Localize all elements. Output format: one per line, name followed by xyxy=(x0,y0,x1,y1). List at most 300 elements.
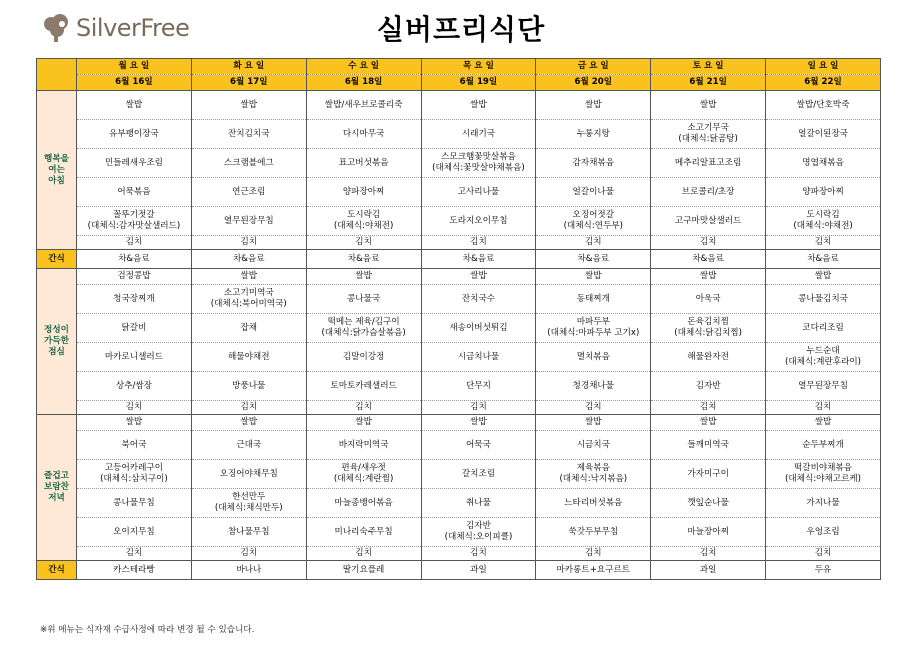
dish-name: 명엽채볶음 xyxy=(802,157,844,168)
dish-name: 방풍나물 xyxy=(232,380,266,391)
menu-cell xyxy=(766,431,881,460)
menu-row xyxy=(37,91,881,120)
menu-cell xyxy=(766,236,881,250)
dish-name: 쌀밥 xyxy=(125,417,143,427)
snack-cell: 차&음료 xyxy=(421,250,536,269)
dish-name: 김치 xyxy=(699,237,717,247)
menu-row xyxy=(37,415,881,431)
dish-substitute: (대체식:감자맛살샐러드) xyxy=(87,221,181,231)
snack-label: 간식 xyxy=(37,561,77,580)
dish-name: 스모크햄꽃맛살볶음 xyxy=(441,152,516,162)
dish-name: 깻잎순나물 xyxy=(687,497,729,508)
dish-name: 김치 xyxy=(125,237,143,247)
dish-name: 김자반 xyxy=(466,521,491,531)
dish-name: 편육/새우젓 xyxy=(341,463,386,473)
menu-cell xyxy=(306,314,421,343)
menu-cell xyxy=(651,415,766,431)
menu-row xyxy=(37,460,881,489)
page-title: 실버프리식단 xyxy=(376,13,546,46)
dish-name: 쌀밥 xyxy=(125,99,143,110)
menu-cell xyxy=(536,547,651,561)
menu-row xyxy=(37,236,881,250)
menu-cell xyxy=(766,343,881,372)
meal-label-line: 저녁 xyxy=(48,493,65,503)
dish-name: 김치 xyxy=(355,237,372,247)
dish-name: 멸치볶음 xyxy=(576,351,610,362)
menu-cell xyxy=(536,343,651,372)
day-name-header: 화 요 일 xyxy=(191,59,306,75)
dish-name: 콩나물무침 xyxy=(113,497,155,508)
dish-name: 쌀밥 xyxy=(240,99,258,110)
menu-cell xyxy=(306,372,421,401)
menu-cell xyxy=(651,547,766,561)
dish-name: 쌀밥/새우브로콜리죽 xyxy=(324,99,403,110)
menu-cell xyxy=(77,401,192,415)
dish-name: 순두부찌개 xyxy=(802,439,844,450)
dish-name: 돈육김치찜 xyxy=(687,317,729,327)
dish-substitute: (대체식:꽃맛살야채볶음) xyxy=(432,163,525,173)
dish-name: 도시락김 xyxy=(347,210,381,220)
dish-name: 김말이강정 xyxy=(342,351,385,362)
dish-name: 쌀밥 xyxy=(814,271,832,281)
dish-name: 김치 xyxy=(470,237,487,247)
dish-name: 잔치김치국 xyxy=(228,128,270,139)
dish-name: 들깨미역국 xyxy=(687,439,729,450)
dish-name: 쌀밥 xyxy=(470,99,487,110)
dish-name: 김치 xyxy=(355,402,372,412)
menu-cell xyxy=(306,431,421,460)
menu-cell xyxy=(651,314,766,343)
menu-cell xyxy=(766,372,881,401)
menu-cell xyxy=(651,269,766,285)
dish-name: 표고버섯볶음 xyxy=(338,157,389,168)
menu-cell xyxy=(536,120,651,149)
dish-name: 코다리조림 xyxy=(802,322,844,333)
menu-cell xyxy=(651,120,766,149)
snack-cell: 차&음료 xyxy=(77,250,192,269)
menu-cell xyxy=(766,120,881,149)
dish-name: 쌀밥 xyxy=(470,417,487,427)
menu-cell xyxy=(766,314,881,343)
dish-name: 쌀밥 xyxy=(240,271,258,281)
day-name-header: 일 요 일 xyxy=(766,59,881,75)
menu-cell xyxy=(766,547,881,561)
dish-name: 김자반 xyxy=(695,380,721,391)
meal-label-line: 점심 xyxy=(48,347,65,357)
menu-cell xyxy=(536,489,651,518)
menu-cell xyxy=(77,149,192,178)
day-name-header: 수 요 일 xyxy=(306,59,421,75)
meal-label-line: 여는 xyxy=(48,164,65,175)
dish-name: 김치 xyxy=(355,548,372,558)
dish-name: 마카로니샐러드 xyxy=(104,351,163,362)
menu-cell xyxy=(536,149,651,178)
menu-cell xyxy=(306,149,421,178)
dish-substitute: (대체식:닭곰탕) xyxy=(678,134,738,144)
snack-label: 간식 xyxy=(37,250,77,269)
meal-label xyxy=(37,269,77,415)
menu-cell xyxy=(651,431,766,460)
menu-cell xyxy=(766,518,881,547)
menu-row xyxy=(37,120,881,149)
dish-name: 떡갈비야채볶음 xyxy=(793,463,853,473)
menu-cell xyxy=(77,489,192,518)
dish-name: 쌀밥 xyxy=(355,417,372,427)
menu-row xyxy=(37,431,881,460)
dish-name: 연근조림 xyxy=(232,186,266,197)
menu-cell xyxy=(191,120,306,149)
dish-name: 아욱국 xyxy=(695,293,721,304)
menu-cell xyxy=(651,149,766,178)
menu-cell xyxy=(306,91,421,120)
menu-cell xyxy=(77,91,192,120)
menu-row xyxy=(37,489,881,518)
menu-cell xyxy=(651,372,766,401)
dish-substitute: (대체식:연두부) xyxy=(563,221,623,231)
dish-name: 제육볶음 xyxy=(576,463,610,473)
dish-name: 오징어젓갈 xyxy=(572,210,615,220)
dish-name: 새송이버섯튀김 xyxy=(449,322,508,333)
dish-name: 고등어카레구이 xyxy=(104,463,163,473)
dish-name: 얼갈이된장국 xyxy=(798,128,848,139)
dish-name: 감자채볶음 xyxy=(572,157,615,168)
dish-name: 소고기미역국 xyxy=(223,288,274,298)
dish-name: 쌀밥 xyxy=(584,271,602,281)
menu-cell xyxy=(191,431,306,460)
menu-row xyxy=(37,343,881,372)
menu-cell xyxy=(306,236,421,250)
menu-row xyxy=(37,149,881,178)
dish-name: 열무된장무침 xyxy=(223,215,274,226)
menu-cell xyxy=(77,547,192,561)
menu-cell xyxy=(421,314,536,343)
day-name-header: 토 요 일 xyxy=(651,59,766,75)
dish-name: 쌀밥 xyxy=(470,271,487,281)
dish-name: 김치 xyxy=(470,548,487,558)
menu-cell xyxy=(536,314,651,343)
menu-row xyxy=(37,207,881,236)
menu-cell xyxy=(191,547,306,561)
dish-substitute: (대체식:야채전) xyxy=(333,221,394,231)
menu-cell xyxy=(651,178,766,207)
menu-cell xyxy=(191,285,306,314)
dish-name: 쌀밥/단호박죽 xyxy=(796,99,850,110)
menu-cell xyxy=(77,236,192,250)
menu-cell xyxy=(77,285,192,314)
dish-name: 가지나물 xyxy=(806,497,840,508)
dish-name: 콩나물김치국 xyxy=(798,293,848,304)
menu-cell xyxy=(766,91,881,120)
menu-table xyxy=(36,58,881,580)
menu-cell xyxy=(651,91,766,120)
menu-cell xyxy=(421,518,536,547)
dish-name: 김치 xyxy=(125,548,143,558)
menu-cell xyxy=(421,489,536,518)
dish-name: 해물완자전 xyxy=(687,351,729,362)
dish-name: 김치 xyxy=(814,402,832,412)
day-date-header: 6월 18일 xyxy=(306,75,421,91)
menu-cell xyxy=(421,401,536,415)
menu-cell xyxy=(191,314,306,343)
dish-name: 민들레새우조림 xyxy=(104,157,163,168)
meal-label xyxy=(37,91,77,250)
menu-cell xyxy=(191,269,306,285)
day-name-header: 금 요 일 xyxy=(536,59,651,75)
menu-cell xyxy=(651,236,766,250)
dish-name: 도라지오이무침 xyxy=(449,215,508,226)
dish-name: 얼갈이나물 xyxy=(572,186,615,197)
menu-cell xyxy=(651,401,766,415)
dish-substitute: (대체식:야채고르케) xyxy=(785,474,862,484)
menu-cell xyxy=(766,489,881,518)
menu-cell xyxy=(421,547,536,561)
menu-cell xyxy=(306,415,421,431)
menu-cell xyxy=(536,285,651,314)
dish-substitute: (대체식:삼치구이) xyxy=(100,474,168,484)
menu-cell xyxy=(306,120,421,149)
day-date-header: 6월 19일 xyxy=(421,75,536,91)
meal-label-line: 아침 xyxy=(48,175,65,186)
menu-cell xyxy=(191,401,306,415)
snack-cell: 차&음료 xyxy=(651,250,766,269)
snack-cell: 두유 xyxy=(766,561,881,580)
dish-name: 김치 xyxy=(584,548,602,558)
meal-label-line: 가득한 xyxy=(44,336,69,346)
dish-name: 어묵볶음 xyxy=(117,186,151,197)
meal-label-line: 보람찬 xyxy=(44,482,69,492)
dish-name: 바지락미역국 xyxy=(338,439,389,450)
menu-cell xyxy=(766,401,881,415)
dish-substitute: (대체식:닭가슴살볶음) xyxy=(321,328,406,338)
menu-cell xyxy=(191,91,306,120)
menu-cell xyxy=(651,285,766,314)
dish-substitute: (대체식:낙지볶음) xyxy=(559,474,628,484)
menu-row xyxy=(37,518,881,547)
dish-name: 고사리나물 xyxy=(457,186,500,197)
menu-row xyxy=(37,372,881,401)
menu-row xyxy=(37,285,881,314)
menu-cell xyxy=(421,207,536,236)
menu-cell xyxy=(421,343,536,372)
dish-name: 잡채 xyxy=(240,322,258,333)
menu-cell xyxy=(651,460,766,489)
dish-substitute: (대체식:북어미역국) xyxy=(210,299,287,309)
dish-name: 쌀밥 xyxy=(814,417,832,427)
menu-cell xyxy=(191,236,306,250)
menu-cell xyxy=(77,343,192,372)
dish-name: 우엉조림 xyxy=(806,526,840,537)
menu-cell xyxy=(536,91,651,120)
dish-name: 메추리알표고조림 xyxy=(674,157,742,168)
menu-cell xyxy=(766,207,881,236)
dish-name: 고구마맛살샐러드 xyxy=(674,215,742,226)
menu-cell xyxy=(766,460,881,489)
dish-substitute: (대체식:오이피클) xyxy=(444,532,513,542)
dish-name: 김치 xyxy=(584,402,602,412)
dish-name: 검정콩밥 xyxy=(117,271,151,281)
dish-name: 시금치국 xyxy=(576,439,610,450)
menu-cell xyxy=(77,372,192,401)
menu-cell xyxy=(77,415,192,431)
dish-name: 오징어야채무침 xyxy=(219,468,278,479)
meal-label xyxy=(37,415,77,561)
dish-name: 단무지 xyxy=(466,380,491,391)
dish-name: 쌀밥 xyxy=(699,99,717,110)
snack-cell: 차&음료 xyxy=(306,250,421,269)
day-date-header: 6월 20일 xyxy=(536,75,651,91)
snack-cell: 마카롱트+요구르트 xyxy=(536,561,651,580)
menu-cell xyxy=(191,415,306,431)
meal-label-line: 즐겁고 xyxy=(44,471,69,481)
menu-row xyxy=(37,314,881,343)
menu-cell xyxy=(421,285,536,314)
day-date-header: 6월 21일 xyxy=(651,75,766,91)
menu-cell xyxy=(421,91,536,120)
menu-cell xyxy=(421,460,536,489)
menu-cell xyxy=(536,415,651,431)
snack-cell: 바나나 xyxy=(191,561,306,580)
menu-cell xyxy=(536,236,651,250)
dish-name: 김치 xyxy=(240,237,258,247)
menu-cell xyxy=(536,518,651,547)
day-date-header: 6월 22일 xyxy=(766,75,881,91)
menu-cell xyxy=(77,314,192,343)
dish-substitute: (대체식:야채전) xyxy=(793,221,853,231)
dish-substitute: (대체식:계란찜) xyxy=(333,474,394,484)
corner-cell xyxy=(37,59,77,91)
dish-name: 한선만두 xyxy=(232,492,266,502)
snack-cell: 차&음료 xyxy=(536,250,651,269)
dish-name: 떡메는 제육/김구이 xyxy=(327,317,400,327)
dish-name: 근대국 xyxy=(236,439,262,450)
dish-name: 청경채나물 xyxy=(572,380,615,391)
snack-row xyxy=(37,561,881,580)
menu-cell xyxy=(536,431,651,460)
meal-label-line: 정성이 xyxy=(44,325,69,335)
menu-cell xyxy=(766,285,881,314)
dish-substitute: (대체식:채식만두) xyxy=(214,503,283,513)
logo-text: SilverFree xyxy=(76,14,190,42)
menu-cell xyxy=(536,460,651,489)
dish-name: 열무된장무침 xyxy=(798,380,848,391)
dish-name: 김치 xyxy=(814,237,832,247)
menu-row xyxy=(37,401,881,415)
date-row xyxy=(37,75,881,91)
menu-cell xyxy=(421,415,536,431)
dish-name: 취나물 xyxy=(466,497,491,508)
dish-name: 쌀밥 xyxy=(584,417,602,427)
menu-cell xyxy=(766,178,881,207)
dish-name: 스크램블에그 xyxy=(223,157,274,168)
dish-name: 시금치나물 xyxy=(457,351,500,362)
menu-row xyxy=(37,178,881,207)
snack-cell: 차&음료 xyxy=(766,250,881,269)
dish-name: 브로콜리/초장 xyxy=(681,186,735,197)
dish-name: 토마토카레샐러드 xyxy=(330,380,397,391)
dish-name: 북어국 xyxy=(121,439,147,450)
day-date-header: 6월 17일 xyxy=(191,75,306,91)
dish-name: 동태찌개 xyxy=(576,293,610,304)
menu-cell xyxy=(191,518,306,547)
dish-name: 쌀밥 xyxy=(584,99,602,110)
menu-cell xyxy=(77,460,192,489)
dish-name: 시래기국 xyxy=(461,128,496,139)
menu-cell xyxy=(651,343,766,372)
menu-cell xyxy=(536,269,651,285)
dish-name: 쑥갓두부무침 xyxy=(568,526,619,537)
dish-name: 양파장아찌 xyxy=(342,186,385,197)
menu-cell xyxy=(77,178,192,207)
menu-cell xyxy=(766,269,881,285)
menu-cell xyxy=(306,178,421,207)
dish-name: 참나물무침 xyxy=(228,526,270,537)
menu-cell xyxy=(77,207,192,236)
menu-cell xyxy=(306,489,421,518)
day-name-row xyxy=(37,59,881,75)
menu-cell xyxy=(306,547,421,561)
dish-name: 쌀밥 xyxy=(240,417,258,427)
dish-name: 소고기무국 xyxy=(687,123,729,133)
meal-label-line: 행복을 xyxy=(44,153,69,164)
snack-cell: 차&음료 xyxy=(191,250,306,269)
dish-name: 쌀밥 xyxy=(699,417,717,427)
dish-name: 김치 xyxy=(584,237,602,247)
menu-cell xyxy=(191,372,306,401)
menu-cell xyxy=(421,178,536,207)
menu-row xyxy=(37,547,881,561)
dish-name: 해물야채전 xyxy=(228,351,270,362)
dish-name: 김치 xyxy=(470,402,487,412)
footnote: ※위 메뉴는 식자재 수급사정에 따라 변경 될 수 있습니다. xyxy=(40,625,255,635)
menu-cell xyxy=(77,431,192,460)
dish-name: 김치 xyxy=(125,402,143,412)
dish-name: 누룽지탕 xyxy=(576,128,610,139)
menu-cell xyxy=(191,489,306,518)
dish-name: 누드순대 xyxy=(806,346,840,356)
menu-cell xyxy=(536,372,651,401)
dish-name: 어묵국 xyxy=(466,439,491,450)
dish-name: 마늘장아찌 xyxy=(687,526,729,537)
menu-cell xyxy=(421,431,536,460)
dish-name: 김치 xyxy=(240,402,258,412)
day-name-header: 월 요 일 xyxy=(77,59,192,75)
dish-name: 갈치조림 xyxy=(461,468,496,479)
snack-cell: 딸기요플레 xyxy=(306,561,421,580)
dish-name: 가자미구이 xyxy=(687,468,729,479)
menu-cell xyxy=(191,149,306,178)
dish-name: 쌀밥 xyxy=(355,271,372,281)
dish-name: 양파장아찌 xyxy=(802,186,844,197)
dish-name: 김치 xyxy=(699,402,717,412)
snack-row xyxy=(37,250,881,269)
menu-cell xyxy=(77,269,192,285)
dish-name: 느타리버섯볶음 xyxy=(564,497,623,508)
dish-name: 꼴뚜기젓갈 xyxy=(113,210,155,220)
dish-name: 유부팽이장국 xyxy=(109,128,159,139)
dish-name: 마늘종뱅어볶음 xyxy=(334,497,393,508)
menu-cell xyxy=(536,207,651,236)
menu-cell xyxy=(77,120,192,149)
menu-cell xyxy=(191,207,306,236)
menu-cell xyxy=(306,207,421,236)
day-name-header: 목 요 일 xyxy=(421,59,536,75)
menu-cell xyxy=(306,401,421,415)
dish-name: 마파두부 xyxy=(576,317,610,327)
dish-name: 콩나물국 xyxy=(347,293,381,304)
menu-cell xyxy=(651,518,766,547)
menu-cell xyxy=(651,489,766,518)
menu-cell xyxy=(306,285,421,314)
